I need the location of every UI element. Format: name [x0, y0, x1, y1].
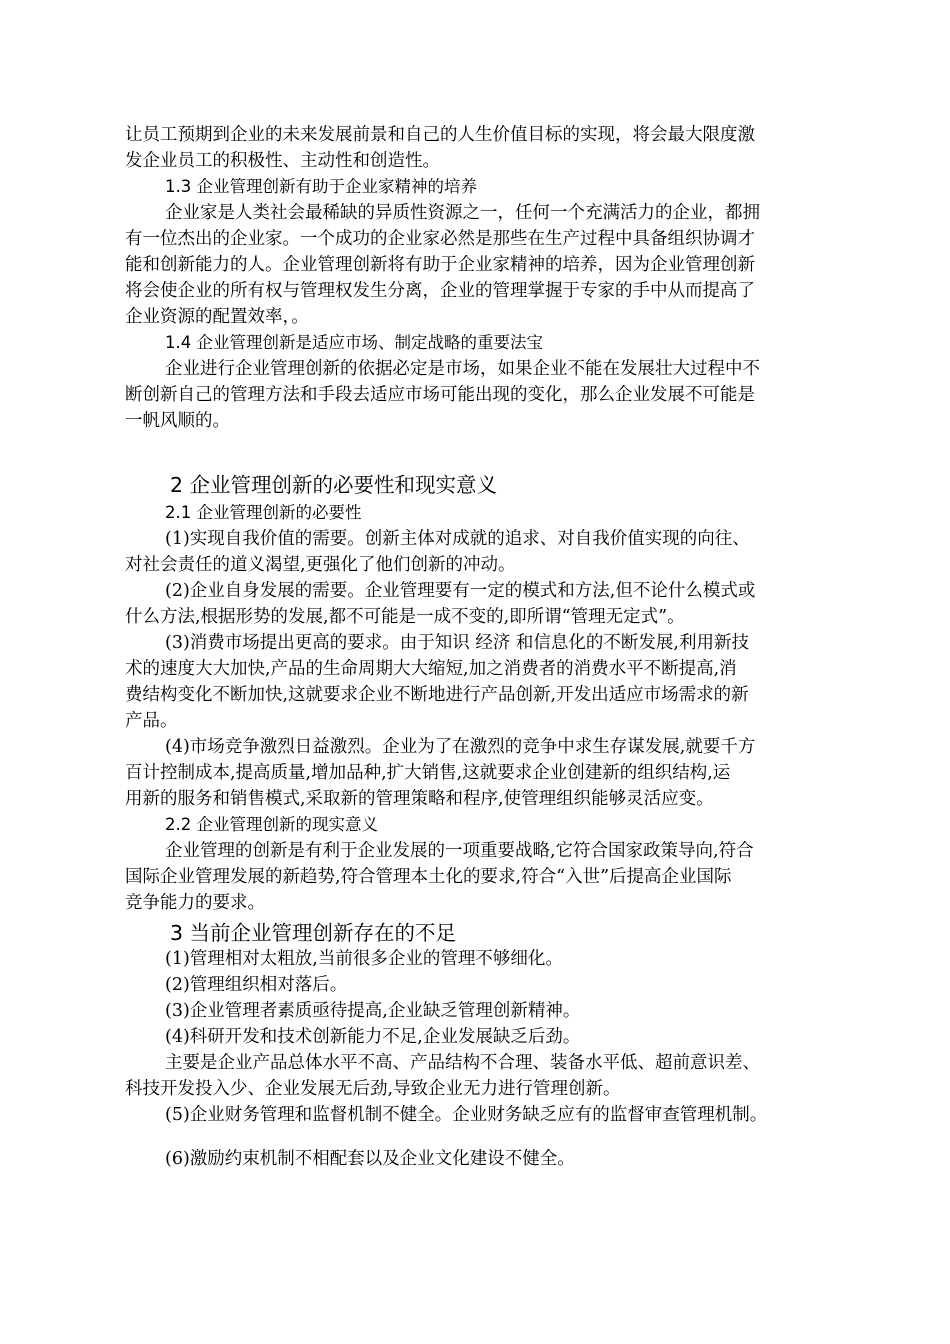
section-heading-3: 3 当前企业管理创新存在的不足: [170, 921, 457, 945]
paragraph-line: 企业资源的配置效率，。: [125, 307, 309, 327]
list-item: (2)管理组织相对落后。: [165, 975, 348, 995]
subsection-heading-2-2: 2.2 企业管理创新的现实意义: [165, 815, 378, 834]
list-item-line: 用新的服务和销售模式,采取新的管理策略和程序,使管理组织能够灵活应变。: [125, 789, 714, 809]
list-item-line: 术的速度大大加快,产品的生命周期大大缩短,加之消费者的消费水平不断提高,消: [125, 659, 737, 679]
list-item-line: 产品。: [125, 711, 178, 731]
list-item-line: 百计控制成本,提高质量,增加品种,扩大销售,这就要求企业创建新的组织结构,运: [125, 763, 731, 783]
paragraph-line: 国际企业管理发展的新趋势,符合管理本土化的要求,符合“入世”后提高企业国际: [125, 867, 732, 887]
paragraph-line: 发企业员工的积极性、主动性和创造性。: [125, 151, 440, 171]
subsection-heading-2-1: 2.1 企业管理创新的必要性: [165, 503, 362, 522]
list-item: (4)科研开发和技术创新能力不足,企业发展缺乏后劲。: [165, 1027, 581, 1047]
paragraph-line: 企业管理的创新是有利于企业发展的一项重要战略,它符合国家政策导向,符合: [165, 841, 754, 861]
paragraph-line: 主要是企业产品总体水平不高、产品结构不合理、装备水平低、超前意识差、: [165, 1053, 760, 1073]
paragraph-line: 企业进行企业管理创新的依据必定是市场，如果企业不能在发展壮大过程中不: [165, 359, 760, 379]
list-item-line: (2)企业自身发展的需要。企业管理要有一定的模式和方法,但不论什么模式或: [165, 581, 756, 601]
subsection-heading-1-4: 1.4 企业管理创新是适应市场、制定战略的重要法宝: [165, 333, 543, 352]
paragraph-line: 有一位杰出的企业家。一个成功的企业家必然是那些在生产过程中具备组织协调才: [125, 229, 755, 249]
list-item: (5)企业财务管理和监督机制不健全。企业财务缺乏应有的监督审查管理机制。: [165, 1105, 768, 1125]
list-item-line: (1)实现自我价值的需要。创新主体对成就的追求、对自我价值实现的向往、: [165, 529, 750, 549]
paragraph-line: 科技开发投入少、企业发展无后劲,导致企业无力进行管理创新。: [125, 1079, 621, 1099]
paragraph-line: 断创新自己的管理方法和手段去适应市场可能出现的变化，那么企业发展不可能是: [125, 385, 755, 405]
subsection-heading-1-3: 1.3 企业管理创新有助于企业家精神的培养: [165, 177, 477, 196]
list-item: (6)激励约束机制不相配套以及企业文化建设不健全。: [165, 1149, 575, 1169]
list-item-line: (4)市场竞争激烈日益激烈。企业为了在激烈的竞争中求生存谋发展,就要千方: [165, 737, 756, 757]
list-item-line: (3)消费市场提出更高的要求。由于知识 经济 和信息化的不断发展,利用新技: [165, 633, 749, 653]
paragraph-line: 能和创新能力的人。企业管理创新将有助于企业家精神的培养，因为企业管理创新: [125, 255, 755, 275]
paragraph-line: 一帆风顺的。: [125, 411, 230, 431]
list-item-line: 费结构变化不断加快,这就要求企业不断地进行产品创新,开发出适应市场需求的新: [125, 685, 749, 705]
paragraph-line: 让员工预期到企业的未来发展前景和自己的人生价值目标的实现，将会最大限度激: [125, 125, 755, 145]
section-heading-2: 2 企业管理创新的必要性和现实意义: [170, 473, 498, 497]
list-item: (3)企业管理者素质亟待提高,企业缺乏管理创新精神。: [165, 1001, 581, 1021]
list-item: (1)管理相对太粗放,当前很多企业的管理不够细化。: [165, 949, 563, 969]
paragraph-line: 企业家是人类社会最稀缺的异质性资源之一，任何一个充满活力的企业，都拥: [165, 203, 760, 223]
paragraph-line: 将会使企业的所有权与管理权发生分离，企业的管理掌握于专家的手中从而提高了: [125, 281, 755, 301]
paragraph-line: 竞争能力的要求。: [125, 893, 265, 913]
list-item-line: 什么方法,根据形势的发展,都不可能是一成不变的,即所谓“管理无定式”。: [125, 607, 685, 627]
list-item-line: 对社会责任的道义渴望,更强化了他们创新的冲动。: [125, 555, 516, 575]
